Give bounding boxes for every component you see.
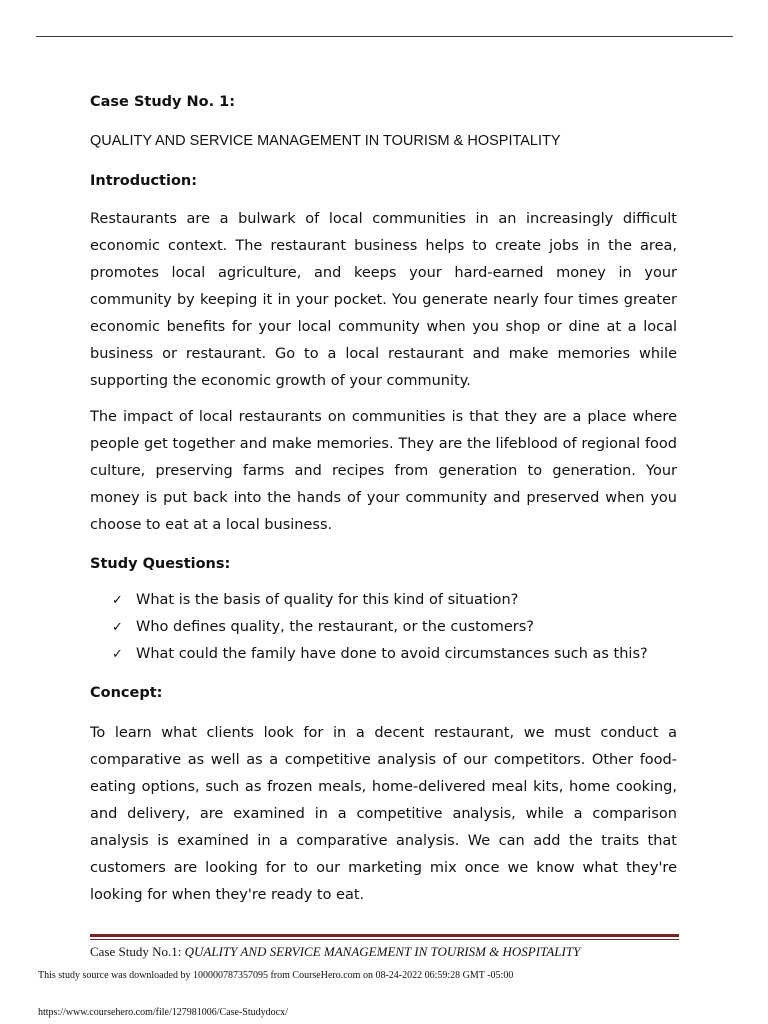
study-question-item xyxy=(112,614,677,641)
concept-paragraph: To learn what clients look for in a decent restaurant, we must conduct a comparative as well as a competitive analysis of our competitors. Other food-eating options, such as frozen meals, home-delivered meal kits, home cooking, and delivery, are examined in a competitive analysis, while a comparison analysis is examined in a comparative analysis. We can add the traits that customers are looking for to our marketing mix once we know what they're looking for when they're ready to eat. xyxy=(90,725,677,903)
document-body xyxy=(90,91,677,918)
study-question-item xyxy=(112,587,677,614)
study-question-item xyxy=(112,641,677,668)
case-study-subtitle: QUALITY AND SERVICE MANAGEMENT IN TOURISM & HOSPITALITY xyxy=(90,133,561,149)
page-footer xyxy=(90,943,580,961)
introduction-heading: Introduction: xyxy=(90,173,198,189)
study-questions-list xyxy=(90,587,677,668)
footer-rule-thick xyxy=(90,934,679,937)
check-icon: ✓ xyxy=(112,620,123,635)
source-url: https://www.coursehero.com/file/127981006/Case-Studydocx/ xyxy=(38,1007,288,1018)
study-question-text: What could the family have done to avoid circumstances such as this? xyxy=(136,646,648,662)
footer-rule-thin xyxy=(90,939,679,940)
intro-paragraph-2: The impact of local restaurants on communities is that they are a place where people get together and make memories. They are the lifeblood of regional food culture, preserving farms and recipes from generation to generation. Your money is put back into the hands of your community and preserved when you choose to eat at a local business. xyxy=(90,409,677,533)
download-source-notice: This study source was downloaded by 100000787357095 from CourseHero.com on 08-24-2022 06:59:28 GMT -05:00 xyxy=(38,970,514,981)
concept-heading: Concept: xyxy=(90,685,163,701)
study-questions-heading: Study Questions: xyxy=(90,556,231,572)
study-question-text: Who defines quality, the restaurant, or the customers? xyxy=(136,619,534,635)
footer-title: QUALITY AND SERVICE MANAGEMENT IN TOURISM & HOSPITALITY xyxy=(184,944,581,959)
study-question-text: What is the basis of quality for this kind of situation? xyxy=(136,592,519,608)
check-icon: ✓ xyxy=(112,647,123,662)
check-icon: ✓ xyxy=(112,593,123,608)
footer-label: Case Study No.1: xyxy=(90,944,182,959)
case-study-title: Case Study No. 1: xyxy=(90,94,236,110)
top-rule xyxy=(36,36,733,37)
intro-paragraph-1: Restaurants are a bulwark of local communities in an increasingly difficult economic context. The restaurant business helps to create jobs in the area, promotes local agriculture, and keeps your hard-earned money in your community by keeping it in your pocket. You generate nearly four times greater economic benefits for your local community when you shop or dine at a local business or restaurant. Go to a local restaurant and make memories while supporting the economic growth of your community. xyxy=(90,211,677,389)
